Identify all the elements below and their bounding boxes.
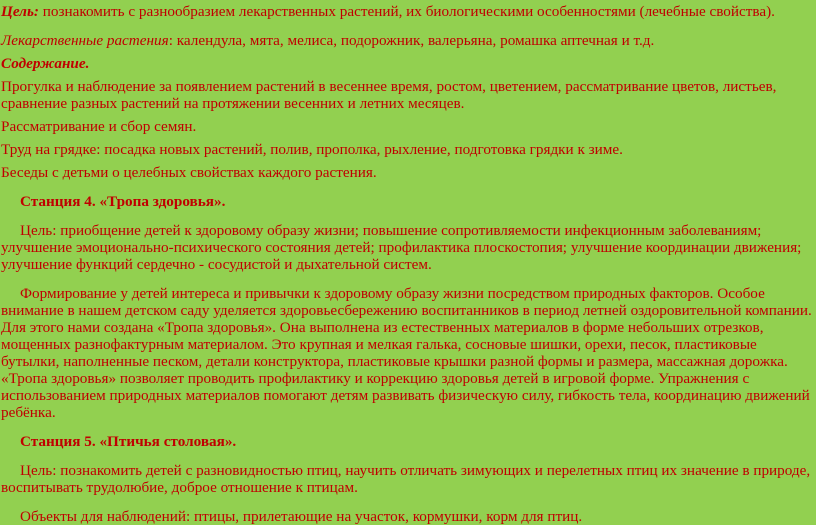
- station4-goal: Цель: приобщение детей к здоровому образу жизни; повышение сопротивляемости инфекционным заболеваниям; улучшение эмоционально-психического состояния детей; профилактика плоскостопия; улучшение координации движения; улучшение функций сердечно - сосудистой и дыхательной систем.: [1, 222, 802, 273]
- goal-label: Цель:: [1, 3, 39, 20]
- station4-description: Формирование у детей интереса и привычки к здоровому образу жизни посредством природных факторов. Особое внимание в нашем детском саду уделяется здоровьесбережению воспитанников в период летней оздоровительной компании. Для этого нами создана «Тропа здоровья». Она выполнена из естественных материалов в форме небольших отрезков, мощенных разнофактурным материалом. Это крупная и мелкая галька, сосновые шишки, орехи, песок, пластиковые бутылки, наполненные песком, детали конструктора, пластиковые крышки разной формы и размера, массажная дорожка. «Тропа здоровья» позволяет проводить профилактику и коррекцию здоровья детей в игровой форме. Упражнения с использованием природных материалов помогают детям развивать физическую силу, гибкость тела, координацию движений ребёнка.: [1, 285, 812, 421]
- station5-title: Станция 5. «Птичья столовая».: [20, 433, 237, 450]
- content-item: Рассматривание и сбор семян.: [1, 118, 197, 135]
- content-item: Прогулка и наблюдение за появлением растений в весеннее время, ростом, цветением, рассматривание цветов, листьев, сравнение разных растений на протяжении весенних и летних месяцев.: [1, 78, 777, 112]
- goal-paragraph: [1, 3, 814, 20]
- station5-objects: Объекты для наблюдений: птицы, прилетающие на участок, кормушки, корм для птиц.: [20, 508, 583, 525]
- plants-text: : календула, мята, мелиса, подорожник, валерьяна, ромашка аптечная и т.д.: [168, 32, 655, 49]
- goal-text: познакомить с разнообразием лекарственных растений, их биологическими особенностями (лечебные свойства).: [38, 3, 775, 20]
- station5-goal: Цель: познакомить детей с разновидностью птиц, научить отличать зимующих и перелетных птиц их значение в природе, воспитывать трудолюбие, доброе отношение к птицам.: [1, 462, 811, 496]
- plants-label: Лекарственные растения: [1, 32, 169, 49]
- content-heading: Содержание.: [1, 55, 90, 72]
- content-item: Беседы с детьми о целебных свойствах каждого растения.: [1, 164, 377, 181]
- content-item: Труд на грядке: посадка новых растений, полив, прополка, рыхление, подготовка грядки к зиме.: [1, 141, 623, 158]
- plants-paragraph: [1, 32, 814, 49]
- station4-title: Станция 4. «Тропа здоровья».: [20, 193, 226, 210]
